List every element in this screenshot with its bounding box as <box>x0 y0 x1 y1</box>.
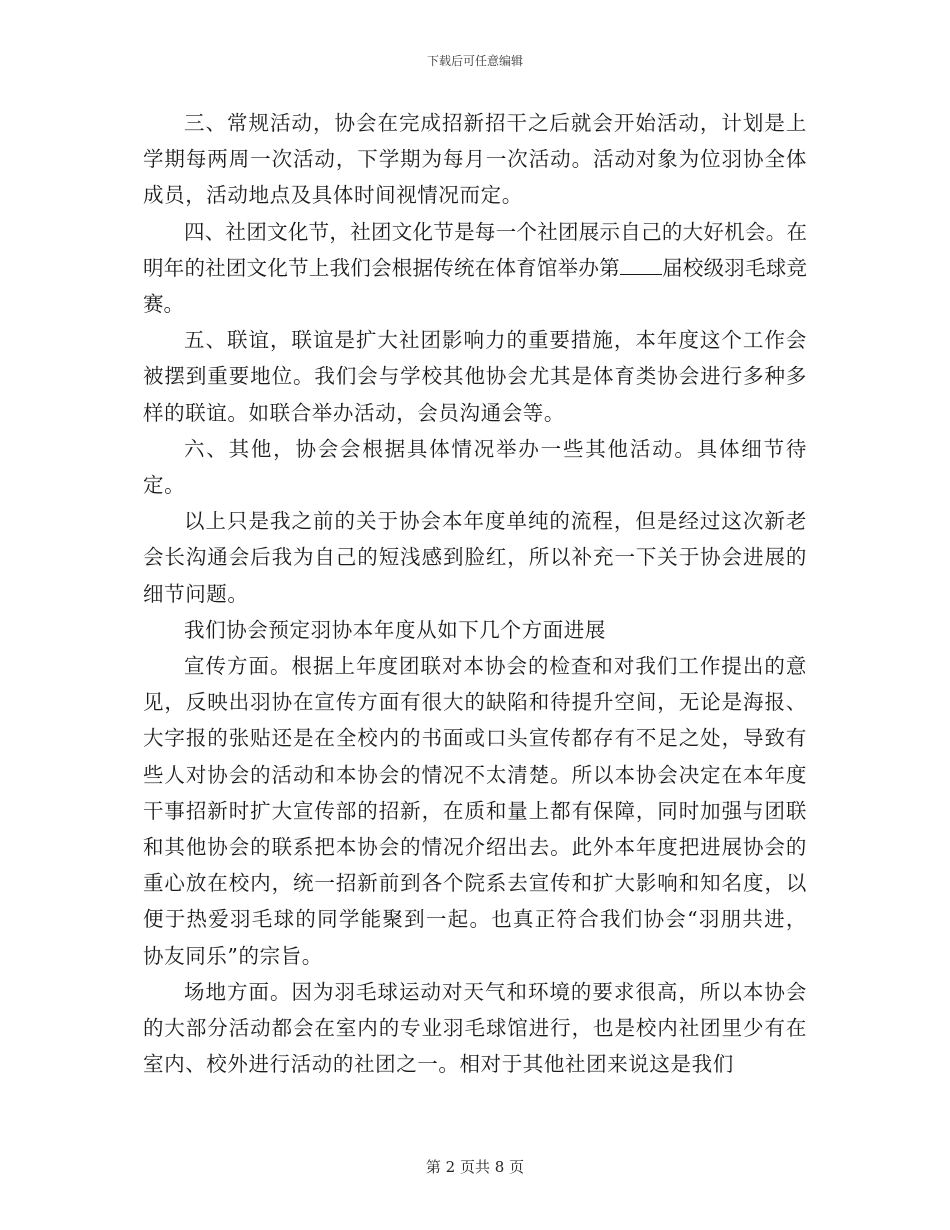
paragraph-plan-intro: 我们协会预定羽协本年度从如下几个方面进展 <box>184 617 606 642</box>
paragraph-culture-festival <box>143 214 807 323</box>
page-header-note: 下载后可任意编辑 <box>426 54 523 68</box>
paragraph-venue: 场地方面。因为羽毛球运动对天气和环境的要求很高，所以本协会的大部分活动都会在室内的专业羽毛球馆进行，也是校内社团里少有在室内、校外进行活动的社团之一。相对于其他社团来说这是我们 <box>143 979 807 1077</box>
paragraph-culture-festival-text-before: 四、社团文化节，社团文化节是每一个社团展示自己的大好机会。在明年的社团文化节上我们会根据传统在体育馆举办第 <box>143 219 807 280</box>
paragraph-regular-activities: 三、常规活动，协会在完成招新招干之后就会开始活动，计划是上学期每两周一次活动，下学期为每月一次活动。活动对象为位羽协全体成员，活动地点及具体时间视情况而定。 <box>143 111 807 208</box>
page-number: 第 2 页共 8 页 <box>425 1158 525 1176</box>
paragraph-culture-festival-text-after: 届校级羽毛球竞赛。 <box>143 255 808 317</box>
paragraph-summary: 以上只是我之前的关于协会本年度单纯的流程，但是经过这次新老会长沟通会后我为自己的短浅感到脸红，所以补充一下关于协会进展的细节问题。 <box>143 509 807 606</box>
paragraph-fellowship: 五、联谊，联谊是扩大社团影响力的重要措施，本年度这个工作会被摆到重要地位。我们会与学校其他协会尤其是体育类协会进行多种多样的联谊。如联合举办活动，会员沟通会等。 <box>143 328 807 425</box>
fill-in-blank <box>620 256 662 275</box>
paragraph-publicity: 宣传方面。根据上年度团联对本协会的检查和对我们工作提出的意见，反映出羽协在宣传方面有很大的缺陷和待提升空间，无论是海报、大字报的张贴还是在全校内的书面或口头宣传都存有不足之处，导致有些人对协会的活动和本协会的情况不太清楚。所以本协会决定在本年度干事招新时扩大宣传部的招新，在质和量上都有保障，同时加强与团联和其他协会的联系把本协会的情况介绍出去。此外本年度把进展协会的重心放在校内，统一招新前到各个院系去宣传和扩大影响和知名度，以便于热爱羽毛球的同学能聚到一起。也真正符合我们协会“羽朋共进，协友同乐”的宗旨。 <box>143 654 807 968</box>
document-body <box>143 105 807 1082</box>
paragraph-other: 六、其他，协会会根据具体情况举办一些其他活动。具体细节待定。 <box>143 436 807 498</box>
